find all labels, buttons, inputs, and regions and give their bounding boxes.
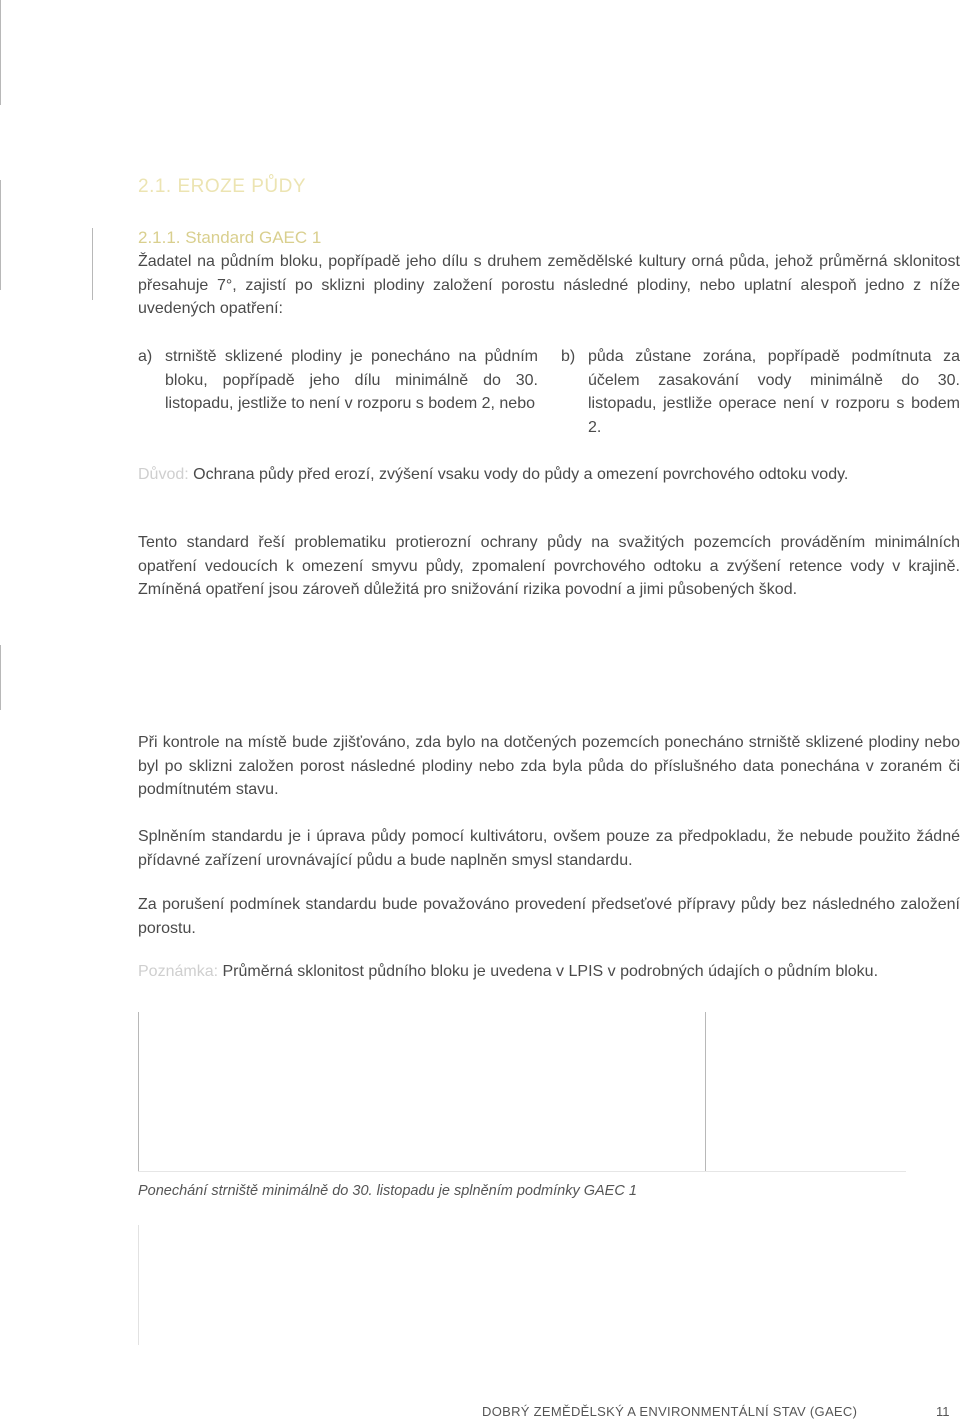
paragraph-4: Za porušení podmínek standardu bude považováno provedení předseťové přípravy půdy bez následného založení porostu. [138, 896, 960, 937]
note-label: Poznámka: [138, 963, 219, 980]
photo-frame [138, 1012, 906, 1172]
photo-frame-left [138, 1012, 139, 1172]
option-b-marker: b) [561, 348, 576, 365]
reason-label: Důvod: [138, 466, 189, 483]
option-a-marker: a) [138, 348, 153, 365]
page-number: 11 [936, 1404, 950, 1419]
margin-rule [0, 0, 1, 105]
margin-rule [92, 228, 93, 300]
option-a [138, 345, 538, 416]
standard-title: 2.1.1. Standard GAEC 1 [138, 228, 322, 247]
paragraph-3: Splněním standardu je i úprava půdy pomocí kultivátoru, ovšem pouze za předpokladu, že nebude použito žádné přídavné zařízení urovnávající půdu a bude naplněn smysl standardu. [138, 828, 960, 869]
reason-paragraph [138, 463, 960, 487]
reason-text: Ochrana půdy před erozí, zvýšení vsaku vody do půdy a omezení povrchového odtoku vody. [193, 466, 849, 483]
margin-rule [0, 645, 1, 710]
note-paragraph [138, 960, 960, 984]
intro-paragraph: Žadatel na půdním bloku, popřípadě jeho dílu s druhem zemědělské kultury orná půda, jehož průměrná sklonitost přesahuje 7°, zajistí po sklizni plodiny založení porostu následné plodiny, nebo uplatní alespoň jedno z níže uvedených opatření: [138, 253, 960, 317]
option-a-text: strniště sklizené plodiny je ponecháno na půdním bloku, popřípadě jeho dílu minimálně do 30. listopadu, jestliže to není v rozporu s bodem 2, nebo [165, 348, 538, 412]
paragraph-1: Tento standard řeší problematiku protierozní ochrany půdy na svažitých pozemcích prováděním minimálních opatření vedoucích k omezení smyvu půdy, zpomalení povrchového odtoku a zvýšení retence vody v krajině. Zmíněná opatření jsou zároveň důležitá pro snižování rizika povodní a jimi působených škod. [138, 534, 960, 598]
photo-frame-right [705, 1012, 706, 1172]
margin-rule [0, 180, 1, 290]
note-text: Průměrná sklonitost půdního bloku je uvedena v LPIS v podrobných údajích o půdním bloku. [222, 963, 879, 980]
footer-title: DOBRÝ ZEMĚDĚLSKÝ A ENVIRONMENTÁLNÍ STAV (GAEC) [482, 1404, 858, 1419]
section-title: 2.1. EROZE PŮDY [138, 176, 306, 197]
paragraph-2: Při kontrole na místě bude zjišťováno, zda bylo na dotčených pozemcích ponecháno strniště sklizené plodiny nebo byl po sklizni založen porost následné plodiny nebo zda byla půda do příslušného data ponechána v zoraném či podmítnutém stavu. [138, 734, 960, 798]
option-b [561, 345, 960, 439]
photo-frame-bottom [138, 1171, 906, 1172]
photo-caption: Ponechání strniště minimálně do 30. listopadu je splněním podmínky GAEC 1 [138, 1183, 637, 1199]
margin-rule [138, 1225, 139, 1345]
option-b-text: půda zůstane zorána, popřípadě podmítnuta za účelem zasakování vody minimálně do 30. listopadu, jestliže operace není v rozporu s bodem 2. [588, 348, 960, 436]
